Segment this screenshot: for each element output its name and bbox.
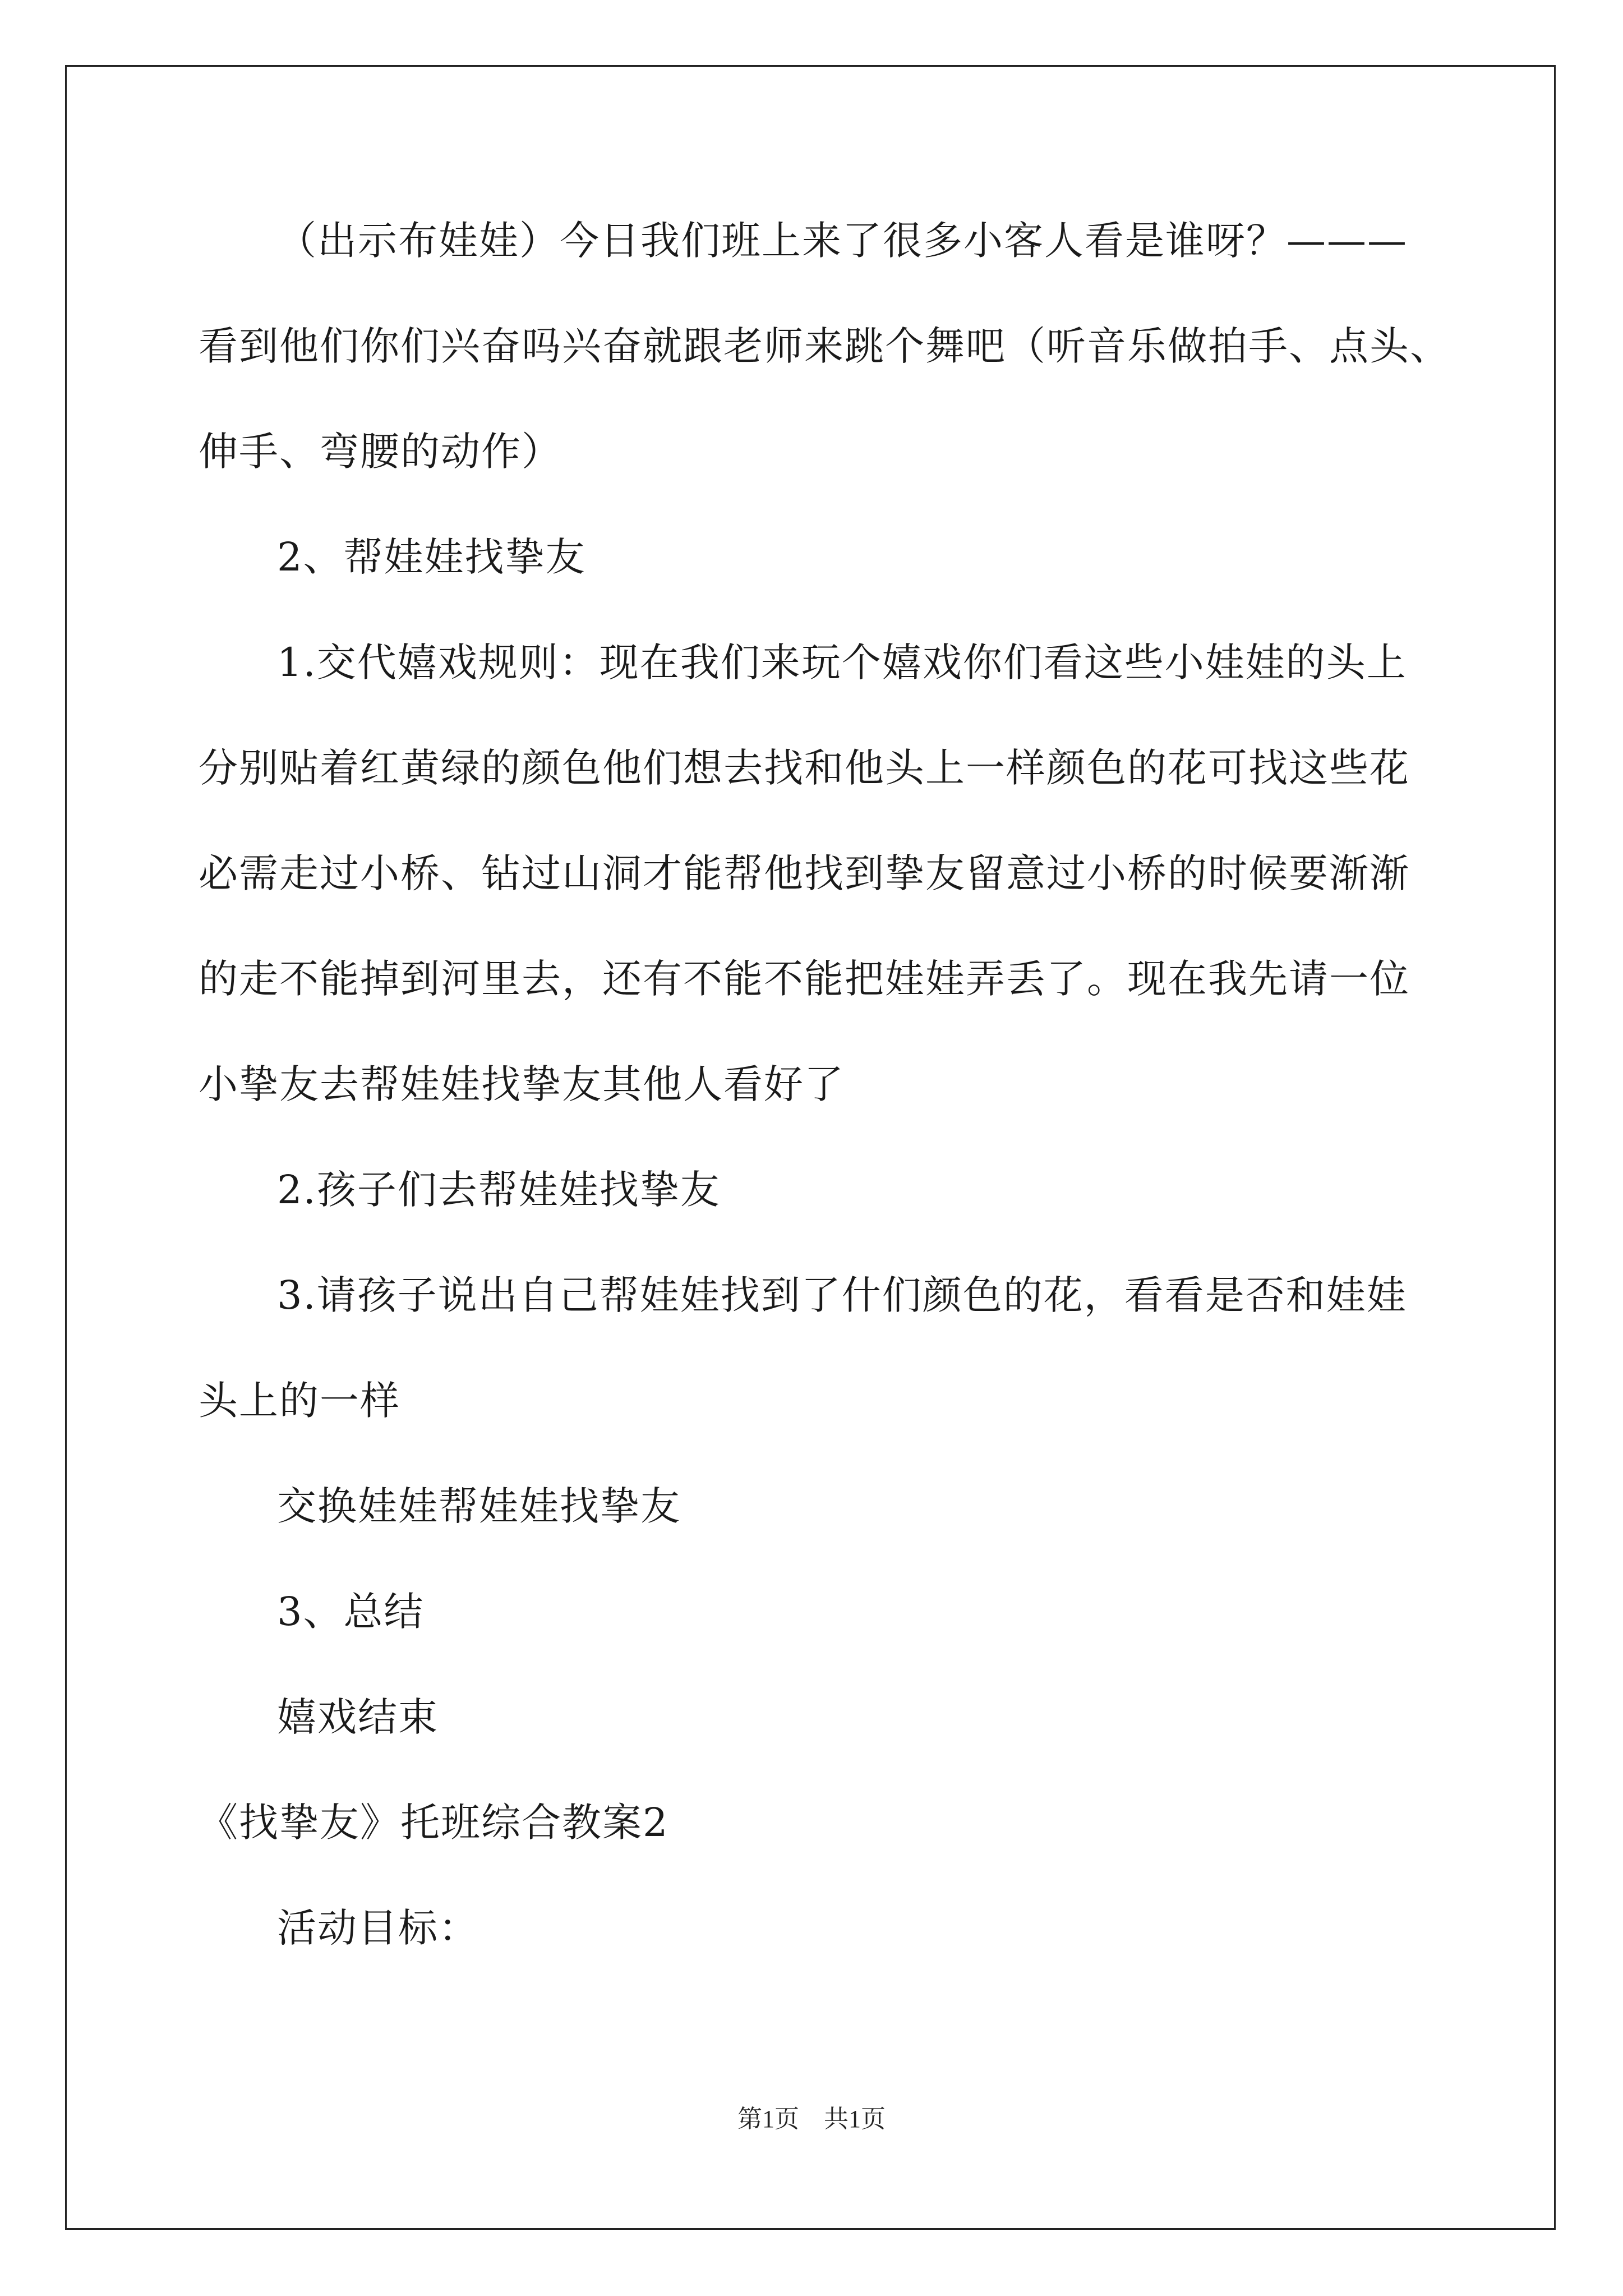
document-title: 《找挚友》托班综合教案2 — [199, 1800, 669, 1846]
paragraph-line: 3.请孩子说出自己帮娃娃找到了什们颜色的花，看看是否和娃娃 — [277, 1272, 1407, 1318]
paragraph-line: 小挚友去帮娃娃找挚友其他人看好了 — [199, 1061, 845, 1107]
paragraph-line: 必需走过小桥、钻过山洞才能帮他找到挚友留意过小桥的时候要渐渐 — [199, 850, 1410, 896]
paragraph-line: 交换娃娃帮娃娃找挚友 — [277, 1483, 681, 1529]
section-heading: 活动目标： — [277, 1905, 479, 1951]
paragraph-line: 的走不能掉到河里去，还有不能不能把娃娃弄丢了。现在我先请一位 — [199, 956, 1410, 1002]
section-heading: 3、总结 — [277, 1589, 425, 1635]
paragraph-line: 嬉戏结束 — [277, 1694, 439, 1740]
paragraph-line: 分别贴着红黄绿的颜色他们想去找和他头上一样颜色的花可找这些花 — [199, 745, 1410, 791]
paragraph-line: 头上的一样 — [199, 1378, 400, 1424]
paragraph-line: 1.交代嬉戏规则：现在我们来玩个嬉戏你们看这些小娃娃的头上 — [277, 639, 1407, 685]
section-heading: 2、帮娃娃找挚友 — [277, 534, 586, 580]
paragraph-line: 2.孩子们去帮娃娃找挚友 — [277, 1167, 721, 1213]
paragraph-line: 看到他们你们兴奋吗兴奋就跟老师来跳个舞吧（听音乐做拍手、点头、 — [199, 323, 1450, 369]
page-number: 第1页 共1页 — [737, 2105, 886, 2133]
paragraph-line: （出示布娃娃）今日我们班上来了很多小客人看是谁呀？——— — [277, 218, 1408, 264]
paragraph-line: 伸手、弯腰的动作） — [199, 429, 562, 475]
